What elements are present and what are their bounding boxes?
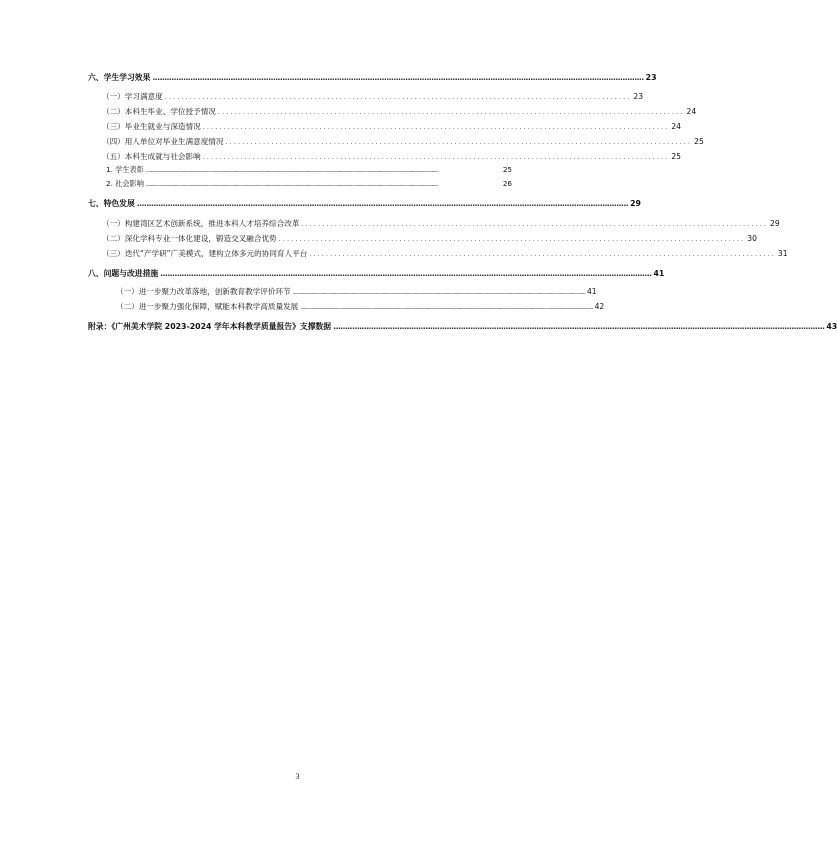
toc-dot-leader: ........................................................................................................................................................................................................................................................................ bbox=[145, 181, 439, 188]
toc-dot-leader: ........................................................................................................................................................................................................................................................................ bbox=[145, 167, 439, 174]
toc-entry-label: （三）毕业生就业与深造情况 bbox=[102, 122, 201, 131]
toc-entry-label: 2. 社会影响 bbox=[106, 179, 144, 188]
toc-entry-page: 24 bbox=[671, 122, 681, 131]
toc-entry-appendix[interactable] bbox=[88, 321, 837, 332]
toc-entry-page: 25 bbox=[694, 137, 704, 146]
toc-entry-page: 29 bbox=[770, 219, 780, 228]
toc-dot-leader: ................................................................................................................................................................................................................ bbox=[333, 322, 825, 331]
page-number: 3 bbox=[295, 772, 300, 781]
toc-entry-label: （一）构建湾区艺术创新系统，推进本科人才培养综合改革 bbox=[102, 219, 300, 228]
toc-entry-bay-area-innovation[interactable] bbox=[88, 218, 780, 230]
toc-entry-label: 八、问题与改进措施 bbox=[88, 269, 159, 278]
toc-entry-label: （一）进一步聚力改革落地，创新教育教学评价环节 bbox=[116, 287, 291, 296]
toc-dot-leader: ................................................................................................................ bbox=[202, 123, 670, 131]
toc-entry-quality-assurance[interactable] bbox=[88, 301, 605, 313]
toc-entry-page: 25 bbox=[671, 152, 681, 161]
toc-dot-leader: ................................................................................................................................................................................................................ bbox=[152, 73, 644, 82]
toc-entry-page: 23 bbox=[645, 73, 657, 82]
toc-entry-section-8[interactable] bbox=[88, 268, 665, 279]
toc-entry-label: 1. 学生表彰 bbox=[106, 165, 144, 174]
toc-entry-page: 41 bbox=[586, 287, 597, 296]
toc-entry-student-awards[interactable] bbox=[88, 164, 512, 176]
toc-entry-page: 31 bbox=[777, 249, 788, 258]
toc-dot-leader: ........................................................................................................................................................................................................................................................................ bbox=[300, 304, 593, 311]
toc-dot-leader: ................................................................................................................................................................................................................ bbox=[160, 269, 652, 278]
toc-dot-leader: ................................................................................................................ bbox=[202, 153, 670, 161]
toc-entry-page: 23 bbox=[633, 92, 644, 101]
toc-entry-label: （二）本科生毕业、学位授予情况 bbox=[102, 107, 216, 116]
toc-entry-label: （三）迭代“产学研”广美模式，建构立体多元的协同育人平台 bbox=[102, 249, 308, 258]
toc-entry-label: （二）深化学科专业一体化建设，锻造交叉融合优势 bbox=[102, 234, 277, 243]
toc-dot-leader: ................................................................................................................ bbox=[225, 138, 693, 146]
toc-dot-leader: ................................................................................................................ bbox=[301, 220, 769, 228]
toc-entry-page: 41 bbox=[653, 269, 665, 278]
toc-dot-leader: ................................................................................................................ bbox=[309, 250, 776, 258]
toc-entry-label: （二）进一步聚力强化保障，赋能本科教学高质量发展 bbox=[116, 302, 299, 311]
toc-entry-label: 六、学生学习效果 bbox=[88, 73, 151, 82]
toc-entry-label: 附录：《广州美术学院 2023-2024 学年本科教学质量报告》支撑数据 bbox=[88, 322, 332, 331]
toc-entry-page: 25 bbox=[502, 165, 512, 174]
toc-entry-label: （五）本科生成就与社会影响 bbox=[102, 152, 201, 161]
toc-entry-page: 26 bbox=[502, 179, 512, 188]
table-of-contents bbox=[88, 72, 837, 332]
toc-entry-reform-evaluation[interactable] bbox=[88, 286, 597, 298]
toc-entry-page: 29 bbox=[630, 199, 641, 208]
toc-dot-leader: ........................................................................................................................................................................................................................................................................ bbox=[292, 289, 585, 296]
toc-dot-leader: ................................................................................................................ bbox=[278, 235, 746, 243]
toc-entry-page: 43 bbox=[826, 322, 837, 331]
toc-entry-employer-satisfaction[interactable] bbox=[88, 136, 704, 148]
toc-dot-leader: ................................................................................................................ bbox=[217, 108, 685, 116]
toc-entry-section-6[interactable] bbox=[88, 72, 657, 83]
toc-entry-industry-academia[interactable] bbox=[88, 248, 788, 260]
toc-entry-graduation-degrees[interactable] bbox=[88, 106, 697, 118]
toc-entry-page: 30 bbox=[747, 234, 757, 243]
toc-entry-employment[interactable] bbox=[88, 121, 681, 133]
toc-entry-social-impact[interactable] bbox=[88, 178, 512, 190]
toc-entry-page: 42 bbox=[594, 302, 605, 311]
toc-dot-leader: ................................................................................................................................................................................................................ bbox=[136, 199, 629, 208]
toc-dot-leader: ................................................................................................................ bbox=[164, 93, 632, 101]
toc-entry-achievements[interactable] bbox=[88, 151, 681, 163]
toc-entry-label: （一）学习满意度 bbox=[102, 92, 163, 101]
toc-entry-label: 七、特色发展 bbox=[88, 199, 135, 208]
toc-entry-page: 24 bbox=[686, 107, 697, 116]
toc-entry-section-7[interactable] bbox=[88, 198, 641, 209]
toc-entry-label: （四）用人单位对毕业生满意度情况 bbox=[102, 137, 224, 146]
toc-entry-learning-satisfaction[interactable] bbox=[88, 91, 644, 103]
toc-entry-discipline-integration[interactable] bbox=[88, 233, 757, 245]
